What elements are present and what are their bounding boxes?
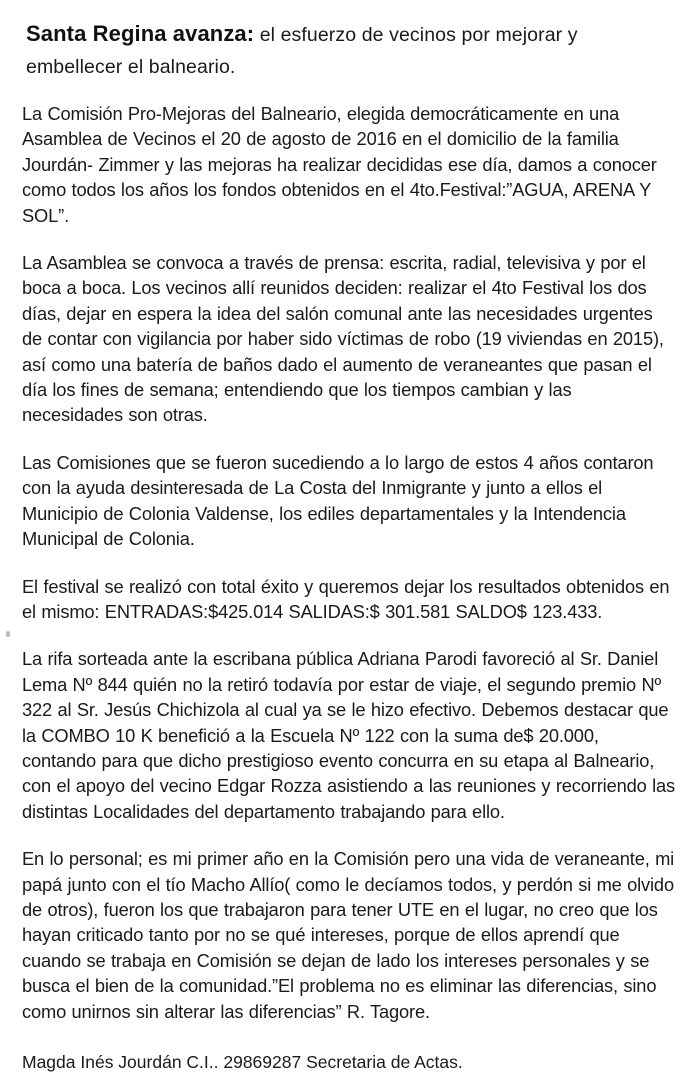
paragraph-comisiones: Las Comisiones que se fueron sucediendo a lo largo de estos 4 años contaron con la ayuda desinteresada de La Costa del Inmigrante y junto a ellos el Municipio de Colonia Valdense, los ediles departamentales y la Intendencia Municipal de Colonia. <box>22 451 654 550</box>
paragraph-personal: En lo personal; es mi primer año en la Comisión pero una vida de veraneante, mi papá junto con el tío Macho Allío( como le decíamos todos, y perdón si me olvido de otros), fueron los que trabajaron para tener UTE en el lugar, no creo que los hayan criticado tanto por no se qué intereses, porque de ellos aprendí que cuando se trabaja en Comisión se dejan de lado los intereses personales y se busca el bien de la comunidad.”El problema no es eliminar las diferencias, sino como unirnos sin alterar las diferencias” R. Tagore. <box>22 848 675 1022</box>
headline-title: Santa Regina avanza: <box>26 21 255 46</box>
article-headline <box>26 18 675 83</box>
signature-line: Magda Inés Jourdán C.I.. 29869287 Secretaria de Actas. <box>22 1052 463 1072</box>
paragraph-comision: La Comisión Pro-Mejoras del Balneario, elegida democráticamente en una Asamblea de Vecinos el 20 de agosto de 2016 en el domicilio de la familia Jourdán- Zimmer y las mejoras ha realizar decididas ese día, damos a conocer como todos los años los fondos obtenidos en el 4to.Festival:”AGUA, ARENA Y SOL”. <box>22 103 657 226</box>
headline-subtitle: el esfuerzo de vecinos por mejorar y embellecer el balneario. <box>26 24 578 78</box>
scan-speck <box>6 631 10 637</box>
paragraph-rifa: La rifa sorteada ante la escribana pública Adriana Parodi favoreció al Sr. Daniel Lema Nº 844 quién no la retiró todavía por estar de viaje, el segundo premio Nº 322 al Sr. Jesús Chichizola al cual ya se le hizo efectivo. Debemos destacar que la COMBO 10 K benefició a la Escuela Nº 122 con la suma de$ 20.000, contando para que dicho prestigioso evento concurra en su etapa al Balneario, con el apoyo del vecino Edgar Rozza asistiendo a las reuniones y recorriendo las distintas Localidades del departamento trabajando para ello. <box>22 648 676 822</box>
paragraph-festival-resultados: El festival se realizó con total éxito y queremos dejar los resultados obtenidos en el mismo: ENTRADAS:$425.014 SALIDAS:$ 301.581 SALDO$ 123.433. <box>22 575 670 622</box>
paragraph-asamblea: La Asamblea se convoca a través de prensa: escrita, radial, televisiva y por el boca a boca. Los vecinos allí reunidos deciden: realizar el 4to Festival los dos días, dejar en espera la idea del salón comunal ante las necesidades urgentes de contar con vigilancia por haber sido víctimas de robo (19 viviendas en 2015), así como una batería de baños dado el aumento de veraneantes que pasan el día los fines de semana; entendiendo que los tiempos cambian y las necesidades son otras. <box>22 252 664 426</box>
